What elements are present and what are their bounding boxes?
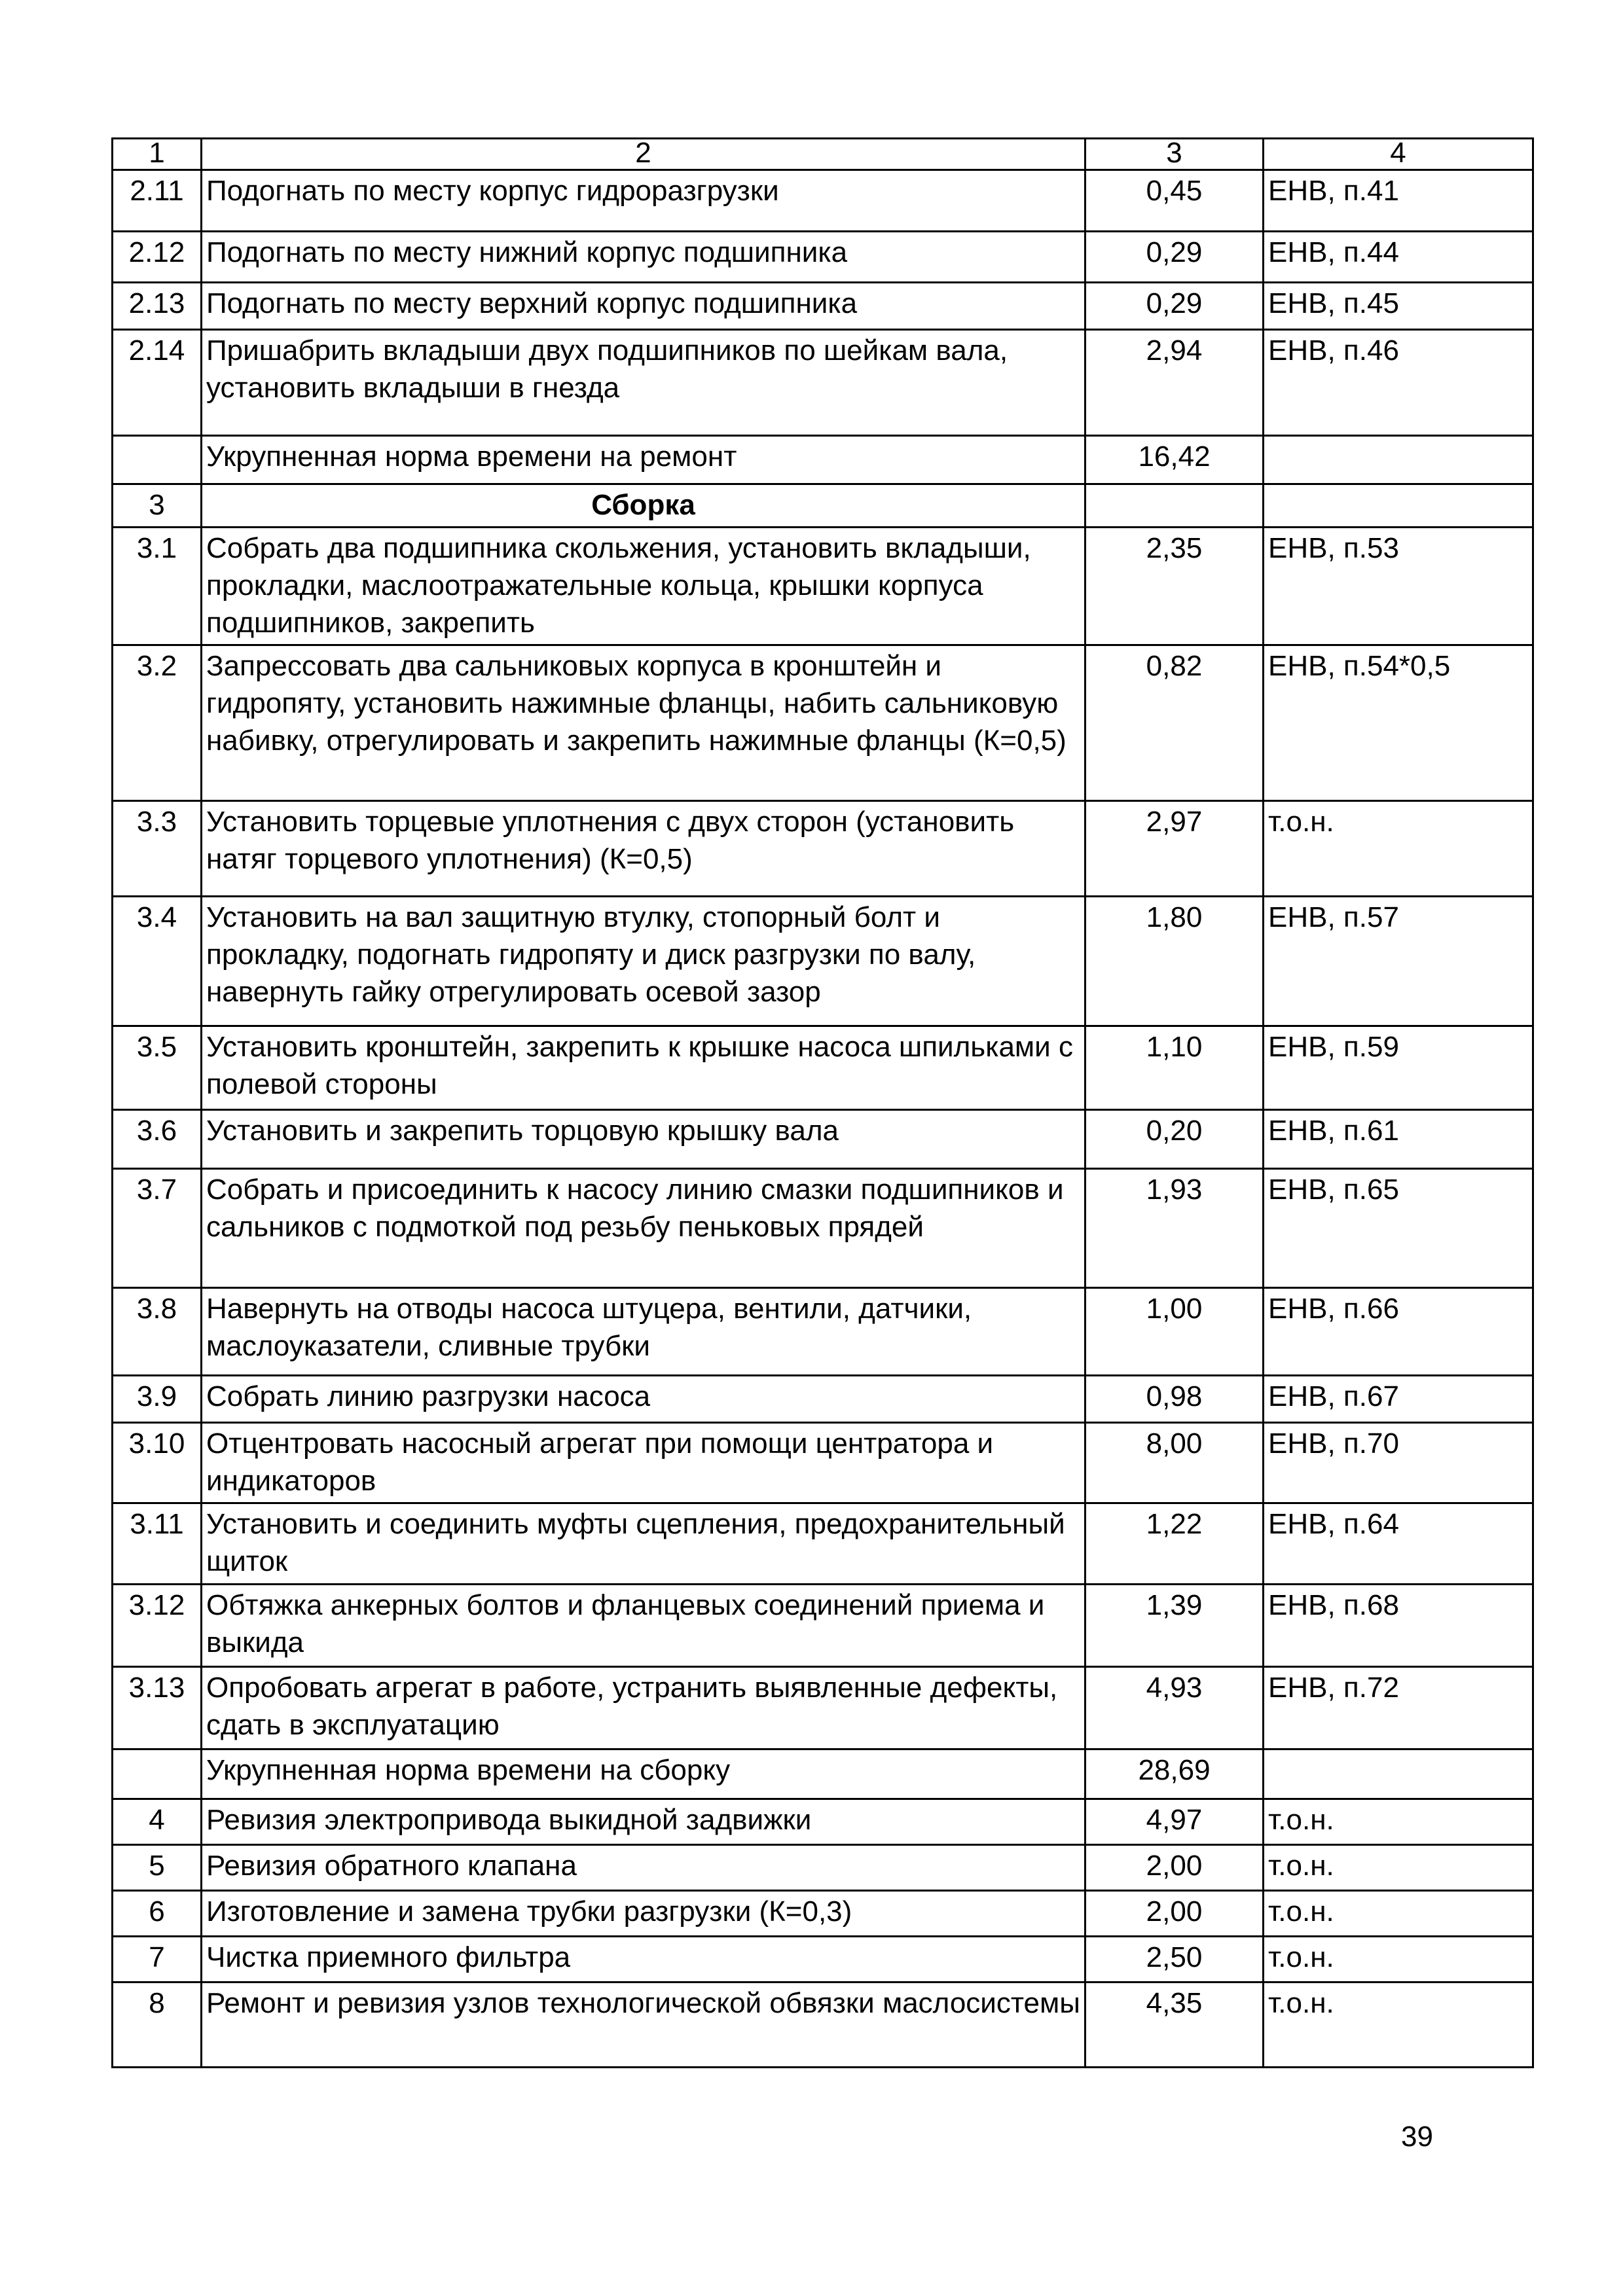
- row-description: Изготовление и замена трубки разгрузки (К=0,3): [202, 1891, 1085, 1937]
- row-time-norm: 1,00: [1085, 1288, 1264, 1376]
- table-row: [113, 1982, 1533, 2068]
- subtotal-value: 28,69: [1085, 1749, 1264, 1799]
- table-row: [113, 1026, 1533, 1110]
- row-description: Собрать линию разгрузки насоса: [202, 1376, 1085, 1423]
- row-time-norm: 4,35: [1085, 1982, 1264, 2068]
- row-number: 7: [113, 1937, 202, 1982]
- subtotal-value: 16,42: [1085, 436, 1264, 484]
- row-number: 3.10: [113, 1423, 202, 1503]
- row-reference: ЕНВ, п.46: [1264, 330, 1533, 436]
- row-number: 2.13: [113, 283, 202, 330]
- table-row: [113, 330, 1533, 436]
- row-reference: ЕНВ, п.54*0,5: [1264, 645, 1533, 801]
- table-row: [113, 801, 1533, 897]
- row-reference: ЕНВ, п.61: [1264, 1110, 1533, 1169]
- row-description: Отцентровать насосный агрегат при помощи центратора и индикаторов: [202, 1423, 1085, 1503]
- row-time-norm: 4,97: [1085, 1799, 1264, 1845]
- row-number: 3.9: [113, 1376, 202, 1423]
- row-description: Установить кронштейн, закрепить к крышке насоса шпильками с полевой стороны: [202, 1026, 1085, 1110]
- row-number: 3.7: [113, 1169, 202, 1288]
- row-time-norm: 0,20: [1085, 1110, 1264, 1169]
- row-time-norm: 0,98: [1085, 1376, 1264, 1423]
- row-reference: ЕНВ, п.64: [1264, 1503, 1533, 1585]
- row-reference: [1264, 1749, 1533, 1799]
- norms-table: [111, 137, 1534, 2068]
- table-row: [113, 1585, 1533, 1667]
- row-number: 6: [113, 1891, 202, 1937]
- row-reference: [1264, 484, 1533, 528]
- row-time-norm: 2,00: [1085, 1891, 1264, 1937]
- row-number: 3.12: [113, 1585, 202, 1667]
- row-time-norm: 1,80: [1085, 897, 1264, 1026]
- subtotal-row: [113, 436, 1533, 484]
- row-description: Подогнать по месту нижний корпус подшипника: [202, 232, 1085, 283]
- row-number: 8: [113, 1982, 202, 2068]
- row-description: Установить и соединить муфты сцепления, предохранительный щиток: [202, 1503, 1085, 1585]
- row-description: Подогнать по месту верхний корпус подшипника: [202, 283, 1085, 330]
- table-row: [113, 1799, 1533, 1845]
- row-time-norm: 2,50: [1085, 1937, 1264, 1982]
- table-row: [113, 1845, 1533, 1891]
- row-time-norm: 2,00: [1085, 1845, 1264, 1891]
- row-reference: ЕНВ, п.68: [1264, 1585, 1533, 1667]
- row-reference: ЕНВ, п.67: [1264, 1376, 1533, 1423]
- row-time-norm: 2,97: [1085, 801, 1264, 897]
- table-row: [113, 1937, 1533, 1982]
- header-col-1: 1: [113, 139, 202, 170]
- row-description: Навернуть на отводы насоса штуцера, вентили, датчики, маслоуказатели, сливные трубки: [202, 1288, 1085, 1376]
- row-reference: ЕНВ, п.44: [1264, 232, 1533, 283]
- subtotal-label: Укрупненная норма времени на сборку: [202, 1749, 1085, 1799]
- row-number: 3.2: [113, 645, 202, 801]
- row-number: 2.12: [113, 232, 202, 283]
- row-description: Собрать и присоединить к насосу линию смазки подшипников и сальников с подмоткой под резьбу пеньковых прядей: [202, 1169, 1085, 1288]
- row-number: [113, 436, 202, 484]
- row-time-norm: 0,82: [1085, 645, 1264, 801]
- row-description: Установить на вал защитную втулку, стопорный болт и прокладку, подогнать гидропяту и диск разгрузки по валу, навернуть гайку отрегулировать осевой зазор: [202, 897, 1085, 1026]
- table-row: [113, 528, 1533, 645]
- row-time-norm: 2,94: [1085, 330, 1264, 436]
- row-time-norm: 4,93: [1085, 1667, 1264, 1749]
- table-row: [113, 645, 1533, 801]
- row-reference: ЕНВ, п.53: [1264, 528, 1533, 645]
- row-reference: ЕНВ, п.45: [1264, 283, 1533, 330]
- row-reference: т.о.н.: [1264, 1891, 1533, 1937]
- row-time-norm: 1,10: [1085, 1026, 1264, 1110]
- row-time-norm: 0,45: [1085, 170, 1264, 232]
- row-time-norm: 0,29: [1085, 283, 1264, 330]
- section-title: Сборка: [202, 484, 1085, 528]
- row-time-norm: 1,39: [1085, 1585, 1264, 1667]
- row-number: 2.11: [113, 170, 202, 232]
- row-description: Установить и закрепить торцовую крышку вала: [202, 1110, 1085, 1169]
- row-time-norm: 1,93: [1085, 1169, 1264, 1288]
- row-reference: ЕНВ, п.59: [1264, 1026, 1533, 1110]
- row-number: [113, 1749, 202, 1799]
- row-reference: ЕНВ, п.72: [1264, 1667, 1533, 1749]
- norms-table-container: [111, 137, 1532, 2068]
- row-number: 3.5: [113, 1026, 202, 1110]
- row-number: 3.1: [113, 528, 202, 645]
- row-reference: ЕНВ, п.57: [1264, 897, 1533, 1026]
- row-reference: ЕНВ, п.65: [1264, 1169, 1533, 1288]
- table-row: [113, 1110, 1533, 1169]
- row-number: 5: [113, 1845, 202, 1891]
- section-number: 3: [113, 484, 202, 528]
- row-description: Установить торцевые уплотнения с двух сторон (установить натяг торцевого уплотнения) (К=0,5): [202, 801, 1085, 897]
- row-reference: т.о.н.: [1264, 1982, 1533, 2068]
- row-description: Опробовать агрегат в работе, устранить выявленные дефекты, сдать в эксплуатацию: [202, 1667, 1085, 1749]
- row-time-norm: 2,35: [1085, 528, 1264, 645]
- row-description: Подогнать по месту корпус гидроразгрузки: [202, 170, 1085, 232]
- section-row: [113, 484, 1533, 528]
- row-description: Запрессовать два сальниковых корпуса в кронштейн и гидропяту, установить нажимные фланцы, набить сальниковую набивку, отрегулировать и закрепить нажимные фланцы (К=0,5): [202, 645, 1085, 801]
- header-row: [113, 139, 1533, 170]
- table-row: [113, 170, 1533, 232]
- row-description: Ревизия обратного клапана: [202, 1845, 1085, 1891]
- row-time-norm: 0,29: [1085, 232, 1264, 283]
- row-time-norm: 1,22: [1085, 1503, 1264, 1585]
- table-row: [113, 232, 1533, 283]
- header-col-4: 4: [1264, 139, 1533, 170]
- row-number: 3.3: [113, 801, 202, 897]
- row-description: Обтяжка анкерных болтов и фланцевых соединений приема и выкида: [202, 1585, 1085, 1667]
- table-row: [113, 1891, 1533, 1937]
- row-reference: ЕНВ, п.66: [1264, 1288, 1533, 1376]
- row-reference: т.о.н.: [1264, 1799, 1533, 1845]
- table-row: [113, 1169, 1533, 1288]
- row-reference: т.о.н.: [1264, 801, 1533, 897]
- table-row: [113, 283, 1533, 330]
- table-row: [113, 897, 1533, 1026]
- row-number: 4: [113, 1799, 202, 1845]
- table-row: [113, 1288, 1533, 1376]
- subtotal-row: [113, 1749, 1533, 1799]
- row-reference: т.о.н.: [1264, 1845, 1533, 1891]
- header-col-3: 3: [1085, 139, 1264, 170]
- row-description: Пришабрить вкладыши двух подшипников по шейкам вала, установить вкладыши в гнезда: [202, 330, 1085, 436]
- row-reference: т.о.н.: [1264, 1937, 1533, 1982]
- page-number: 39: [1401, 2121, 1433, 2153]
- row-number: 3.11: [113, 1503, 202, 1585]
- table-row: [113, 1423, 1533, 1503]
- row-reference: ЕНВ, п.70: [1264, 1423, 1533, 1503]
- header-col-2: 2: [202, 139, 1085, 170]
- row-number: 3.13: [113, 1667, 202, 1749]
- row-description: Собрать два подшипника скольжения, установить вкладыши, прокладки, маслоотражательные кольца, крышки корпуса подшипников, закрепить: [202, 528, 1085, 645]
- row-number: 3.8: [113, 1288, 202, 1376]
- row-description: Ревизия электропривода выкидной задвижки: [202, 1799, 1085, 1845]
- row-number: 3.4: [113, 897, 202, 1026]
- row-reference: [1264, 436, 1533, 484]
- row-time-norm: 8,00: [1085, 1423, 1264, 1503]
- row-description: Ремонт и ревизия узлов технологической обвязки маслосистемы: [202, 1982, 1085, 2068]
- row-number: 3.6: [113, 1110, 202, 1169]
- row-reference: ЕНВ, п.41: [1264, 170, 1533, 232]
- subtotal-label: Укрупненная норма времени на ремонт: [202, 436, 1085, 484]
- row-time-norm: [1085, 484, 1264, 528]
- row-number: 2.14: [113, 330, 202, 436]
- table-row: [113, 1667, 1533, 1749]
- row-description: Чистка приемного фильтра: [202, 1937, 1085, 1982]
- table-row: [113, 1376, 1533, 1423]
- table-row: [113, 1503, 1533, 1585]
